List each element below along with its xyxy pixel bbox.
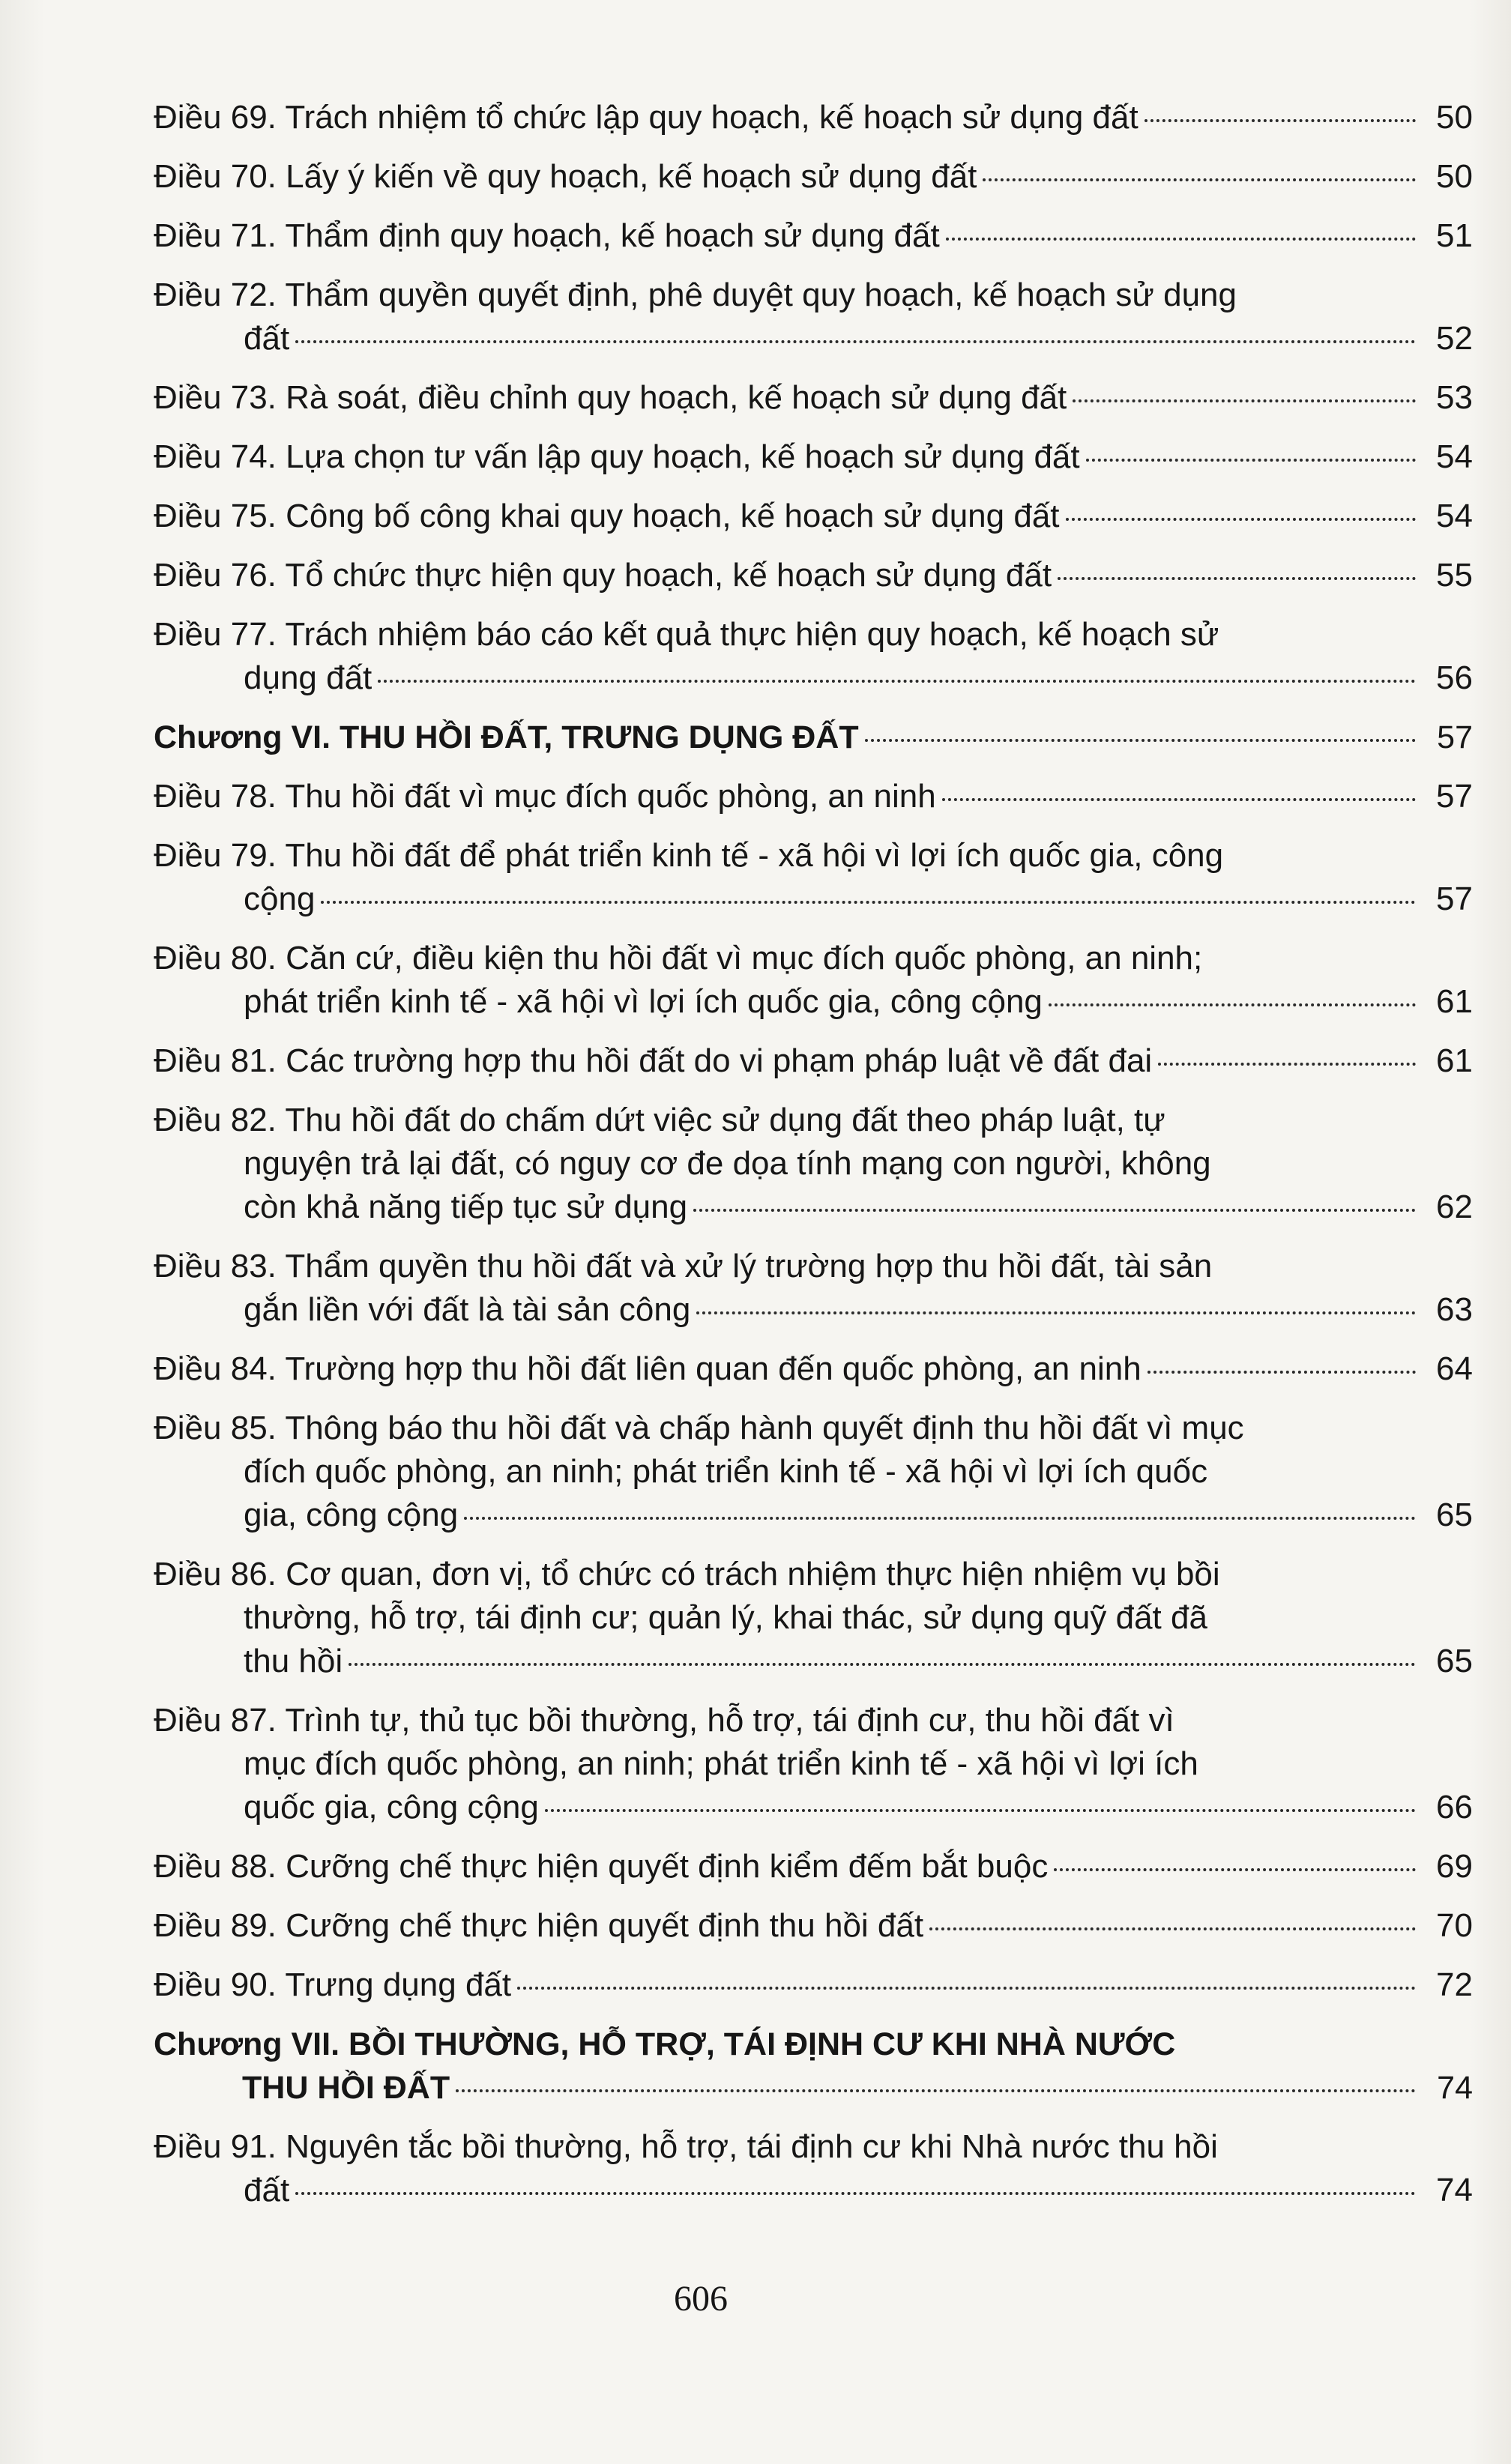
toc-entry-line <box>154 716 1473 759</box>
toc-entry-title: THU HỒI ĐẤT <box>242 2070 450 2106</box>
dot-leader <box>1066 518 1416 521</box>
toc-entry-page: 55 <box>1436 557 1473 594</box>
toc-entry-line <box>154 1904 1473 1948</box>
toc-entry-line <box>154 1142 1473 1186</box>
toc-entry-line <box>154 214 1473 258</box>
toc-entry-title: Điều 91. Nguyên tắc bồi thường, hỗ trợ, tái định cư khi Nhà nước thu hồi <box>154 2128 1218 2165</box>
dot-leader <box>456 2089 1416 2092</box>
dot-leader <box>1147 1371 1416 1374</box>
toc-entry-page: 70 <box>1436 1907 1473 1944</box>
toc-article-entry <box>154 155 1473 199</box>
toc-entry-line <box>154 1963 1473 2007</box>
toc-entry-page: 53 <box>1436 379 1473 416</box>
dot-leader <box>929 1927 1416 1930</box>
toc-entry-page: 65 <box>1436 1643 1473 1679</box>
toc-entry-line <box>154 1450 1473 1494</box>
toc-entry-page: 54 <box>1436 438 1473 475</box>
toc-entry-page: 64 <box>1436 1350 1473 1387</box>
toc-entry-title: Điều 87. Trình tự, thủ tục bồi thường, hỗ trợ, tái định cư, thu hồi đất vì <box>154 1702 1174 1739</box>
toc-entry-page: 61 <box>1436 983 1473 1020</box>
toc-entry-line <box>154 495 1473 538</box>
toc-entry-line <box>154 980 1473 1024</box>
toc-entry-line <box>154 2169 1473 2212</box>
toc-entry-title: thường, hỗ trợ, tái định cư; quản lý, khai thác, sử dụng quỹ đất đã <box>244 1599 1207 1636</box>
toc-article-entry <box>154 1845 1473 1888</box>
dot-leader <box>1158 1063 1416 1066</box>
toc-article-entry <box>154 1904 1473 1948</box>
toc-entry-title: Điều 80. Căn cứ, điều kiện thu hồi đất vì mục đích quốc phòng, an ninh; <box>154 940 1203 976</box>
toc-entry-line <box>154 1553 1473 1596</box>
toc-entry-page: 74 <box>1436 2172 1473 2208</box>
toc-entry-page: 57 <box>1436 881 1473 917</box>
toc-entry-title: Điều 73. Rà soát, điều chỉnh quy hoạch, kế hoạch sử dụng đất <box>154 379 1067 416</box>
toc-entry-title: gia, công cộng <box>244 1497 459 1533</box>
dot-leader <box>696 1311 1416 1314</box>
toc-entry-line <box>154 1347 1473 1391</box>
toc-entry-title: thu hồi <box>244 1643 343 1679</box>
toc-entry-page: 52 <box>1436 320 1473 357</box>
toc-article-entry <box>154 1963 1473 2007</box>
toc-entry-title: Điều 74. Lựa chọn tư vấn lập quy hoạch, kế hoạch sử dụng đất <box>154 438 1080 475</box>
toc-entry-line <box>154 2023 1473 2066</box>
toc-entry-title: Điều 77. Trách nhiệm báo cáo kết quả thực hiện quy hoạch, kế hoạch sử <box>154 616 1219 653</box>
toc-article-entry <box>154 96 1473 139</box>
toc-article-entry <box>154 613 1473 700</box>
toc-entry-line <box>154 937 1473 980</box>
toc-entry-line <box>154 1742 1473 1786</box>
toc-article-entry <box>154 1699 1473 1829</box>
toc-article-entry <box>154 554 1473 597</box>
dot-leader <box>1144 119 1416 122</box>
toc-entry-line <box>154 834 1473 878</box>
toc-entry-page: 72 <box>1436 1966 1473 2003</box>
toc-entry-title: phát triển kinh tế - xã hội vì lợi ích quốc gia, công cộng <box>244 983 1043 1020</box>
toc-article-entry <box>154 937 1473 1024</box>
toc-entry-page: 65 <box>1436 1497 1473 1533</box>
toc-entry-line <box>154 775 1473 818</box>
toc-entry-line <box>154 878 1473 921</box>
toc-entry-page: 61 <box>1436 1042 1473 1079</box>
toc-entry-title: cộng <box>244 881 316 917</box>
toc-entry-title: quốc gia, công cộng <box>244 1789 539 1826</box>
toc-article-entry <box>154 834 1473 921</box>
toc-entry-title: Chương VII. BỒI THƯỜNG, HỖ TRỢ, TÁI ĐỊNH CƯ KHI NHÀ NƯỚC <box>154 2026 1176 2062</box>
toc-entry-page: 74 <box>1437 2070 1473 2106</box>
toc-entry-title: Điều 85. Thông báo thu hồi đất và chấp hành quyết định thu hồi đất vì mục <box>154 1410 1244 1446</box>
dot-leader <box>946 238 1416 241</box>
toc-article-entry <box>154 274 1473 360</box>
toc-entry-line <box>154 1699 1473 1742</box>
dot-leader <box>295 2192 1416 2195</box>
toc-entry-title: Điều 76. Tổ chức thực hiện quy hoạch, kế hoạch sử dụng đất <box>154 557 1052 594</box>
toc-article-entry <box>154 1245 1473 1332</box>
dot-leader <box>378 680 1416 683</box>
toc-entry-title: Điều 82. Thu hồi đất do chấm dứt việc sử dụng đất theo pháp luật, tự <box>154 1102 1165 1138</box>
toc-entry-page: 66 <box>1436 1789 1473 1826</box>
toc-entry-title: gắn liền với đất là tài sản công <box>244 1291 691 1328</box>
toc-article-entry <box>154 435 1473 479</box>
dot-leader <box>517 1987 1416 1990</box>
dot-leader <box>321 901 1416 904</box>
toc-entry-line <box>154 1596 1473 1640</box>
toc-article-entry <box>154 376 1473 420</box>
toc-chapter-entry <box>154 716 1473 759</box>
dot-leader <box>1054 1868 1416 1871</box>
toc-entry-line <box>154 96 1473 139</box>
toc-entry-page: 50 <box>1436 158 1473 195</box>
toc-entry-title: Chương VI. THU HỒI ĐẤT, TRƯNG DỤNG ĐẤT <box>154 719 859 755</box>
toc-entry-page: 62 <box>1436 1189 1473 1225</box>
toc-article-entry <box>154 1039 1473 1083</box>
toc-entry-title: Điều 84. Trường hợp thu hồi đất liên quan đến quốc phòng, an ninh <box>154 1350 1141 1387</box>
toc-entry-page: 63 <box>1436 1291 1473 1328</box>
toc-entry-title: Điều 79. Thu hồi đất để phát triển kinh tế - xã hội vì lợi ích quốc gia, công <box>154 837 1224 874</box>
dot-leader <box>464 1517 1416 1520</box>
dot-leader <box>942 798 1416 801</box>
table-of-contents <box>154 96 1473 2228</box>
toc-entry-line <box>154 1640 1473 1683</box>
toc-entry-line <box>154 1039 1473 1083</box>
dot-leader <box>1086 459 1416 462</box>
toc-entry-page: 57 <box>1437 719 1473 755</box>
toc-entry-line <box>154 317 1473 360</box>
toc-entry-page: 56 <box>1436 659 1473 696</box>
toc-entry-page: 50 <box>1436 99 1473 136</box>
toc-entry-title: Điều 81. Các trường hợp thu hồi đất do vi phạm pháp luật về đất đai <box>154 1042 1153 1079</box>
toc-entry-line <box>154 1099 1473 1142</box>
page-number: 606 <box>674 2279 728 2319</box>
dot-leader <box>1049 1003 1416 1006</box>
toc-article-entry <box>154 2125 1473 2212</box>
toc-entry-line <box>154 274 1473 317</box>
toc-article-entry <box>154 1407 1473 1537</box>
toc-entry-line <box>154 1494 1473 1537</box>
toc-entry-page: 54 <box>1436 498 1473 534</box>
toc-article-entry <box>154 495 1473 538</box>
toc-entry-title: Điều 83. Thẩm quyền thu hồi đất và xử lý trường hợp thu hồi đất, tài sản <box>154 1248 1213 1284</box>
toc-entry-line <box>154 376 1473 420</box>
toc-entry-line <box>154 435 1473 479</box>
toc-entry-line <box>154 1786 1473 1829</box>
toc-entry-line <box>154 1288 1473 1332</box>
toc-entry-page: 57 <box>1436 778 1473 815</box>
toc-entry-title: nguyện trả lại đất, có nguy cơ đe dọa tính mạng con người, không <box>244 1145 1211 1182</box>
toc-entry-line <box>154 1186 1473 1229</box>
toc-entry-title: đất <box>244 320 290 357</box>
toc-entry-line <box>154 613 1473 656</box>
dot-leader <box>545 1809 1416 1812</box>
toc-entry-line <box>154 2066 1473 2110</box>
toc-entry-title: Điều 88. Cưỡng chế thực hiện quyết định kiểm đếm bắt buộc <box>154 1848 1049 1885</box>
toc-entry-line <box>154 1407 1473 1450</box>
dot-leader <box>865 739 1416 742</box>
toc-entry-page: 51 <box>1436 217 1473 254</box>
toc-entry-title: Điều 89. Cưỡng chế thực hiện quyết định thu hồi đất <box>154 1907 924 1944</box>
dot-leader <box>349 1663 1416 1666</box>
toc-entry-title: Điều 71. Thẩm định quy hoạch, kế hoạch sử dụng đất <box>154 217 940 254</box>
dot-leader <box>983 178 1416 181</box>
toc-article-entry <box>154 1553 1473 1683</box>
toc-article-entry <box>154 1099 1473 1229</box>
toc-entry-title: đích quốc phòng, an ninh; phát triển kinh tế - xã hội vì lợi ích quốc <box>244 1453 1208 1490</box>
toc-entry-title: Điều 90. Trưng dụng đất <box>154 1966 512 2003</box>
toc-article-entry <box>154 214 1473 258</box>
toc-article-entry <box>154 1347 1473 1391</box>
dot-leader <box>693 1209 1416 1212</box>
toc-entry-title: Điều 72. Thẩm quyền quyết định, phê duyệt quy hoạch, kế hoạch sử dụng <box>154 277 1237 313</box>
toc-entry-title: Điều 69. Trách nhiệm tổ chức lập quy hoạch, kế hoạch sử dụng đất <box>154 99 1138 136</box>
toc-entry-title: mục đích quốc phòng, an ninh; phát triển kinh tế - xã hội vì lợi ích <box>244 1745 1198 1782</box>
toc-entry-title: Điều 75. Công bố công khai quy hoạch, kế hoạch sử dụng đất <box>154 498 1060 534</box>
toc-entry-line <box>154 554 1473 597</box>
toc-entry-title: dụng đất <box>244 659 373 696</box>
dot-leader <box>1058 577 1416 580</box>
toc-entry-line <box>154 1845 1473 1888</box>
toc-entry-title: đất <box>244 2172 290 2208</box>
toc-entry-title: Điều 78. Thu hồi đất vì mục đích quốc phòng, an ninh <box>154 778 936 815</box>
toc-entry-line <box>154 2125 1473 2169</box>
toc-chapter-entry <box>154 2023 1473 2110</box>
dot-leader <box>1073 399 1416 402</box>
toc-entry-title: Điều 70. Lấy ý kiến về quy hoạch, kế hoạch sử dụng đất <box>154 158 977 195</box>
toc-entry-line <box>154 155 1473 199</box>
toc-entry-line <box>154 1245 1473 1288</box>
toc-entry-title: còn khả năng tiếp tục sử dụng <box>244 1189 688 1225</box>
toc-entry-page: 69 <box>1436 1848 1473 1885</box>
toc-entry-title: Điều 86. Cơ quan, đơn vị, tổ chức có trách nhiệm thực hiện nhiệm vụ bồi <box>154 1556 1220 1592</box>
toc-entry-line <box>154 656 1473 700</box>
dot-leader <box>295 340 1416 343</box>
toc-article-entry <box>154 775 1473 818</box>
